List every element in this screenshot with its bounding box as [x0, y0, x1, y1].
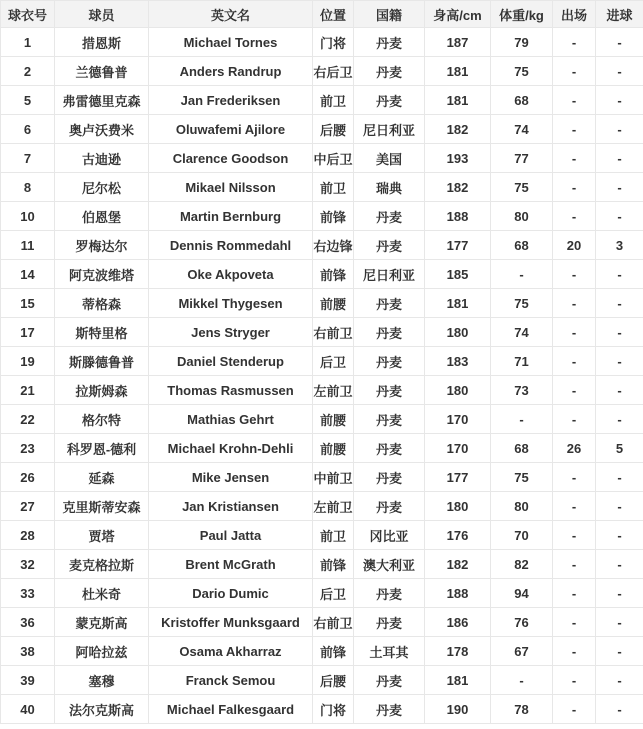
cell-player-name-cn: 克里斯蒂安森 — [55, 492, 149, 521]
cell-weight-kg: 79 — [491, 28, 553, 57]
cell-nationality: 丹麦 — [354, 57, 425, 86]
table-row — [1, 695, 643, 724]
cell-appearances: - — [553, 115, 596, 144]
cell-weight-kg: 75 — [491, 289, 553, 318]
table-row — [1, 376, 643, 405]
cell-player-name-en: Osama Akharraz — [149, 637, 313, 666]
cell-goals: - — [596, 463, 643, 492]
table-row — [1, 521, 643, 550]
cell-player-name-en: Michael Falkesgaard — [149, 695, 313, 724]
cell-weight-kg: 71 — [491, 347, 553, 376]
cell-height-cm: 181 — [425, 86, 491, 115]
cell-weight-kg: 78 — [491, 695, 553, 724]
table-row — [1, 579, 643, 608]
cell-weight-kg: 77 — [491, 144, 553, 173]
cell-weight-kg: - — [491, 666, 553, 695]
cell-height-cm: 181 — [425, 666, 491, 695]
cell-player-name-cn: 阿克波维塔 — [55, 260, 149, 289]
cell-position: 前锋 — [313, 550, 354, 579]
cell-player-name-en: Oke Akpoveta — [149, 260, 313, 289]
cell-weight-kg: 75 — [491, 463, 553, 492]
cell-jersey-number: 36 — [1, 608, 55, 637]
cell-player-name-cn: 弗雷德里克森 — [55, 86, 149, 115]
cell-nationality: 澳大利亚 — [354, 550, 425, 579]
table-row — [1, 550, 643, 579]
cell-goals: - — [596, 550, 643, 579]
cell-player-name-en: Mike Jensen — [149, 463, 313, 492]
table-row — [1, 86, 643, 115]
cell-height-cm: 193 — [425, 144, 491, 173]
cell-position: 右前卫 — [313, 608, 354, 637]
cell-height-cm: 188 — [425, 579, 491, 608]
cell-nationality: 丹麦 — [354, 231, 425, 260]
cell-weight-kg: 68 — [491, 434, 553, 463]
cell-player-name-cn: 贾塔 — [55, 521, 149, 550]
cell-position: 左前卫 — [313, 376, 354, 405]
table-row — [1, 231, 643, 260]
cell-appearances: - — [553, 492, 596, 521]
cell-goals: - — [596, 144, 643, 173]
cell-nationality: 丹麦 — [354, 289, 425, 318]
cell-nationality: 尼日利亚 — [354, 115, 425, 144]
cell-player-name-en: Mikkel Thygesen — [149, 289, 313, 318]
cell-player-name-en: Oluwafemi Ajilore — [149, 115, 313, 144]
cell-jersey-number: 39 — [1, 666, 55, 695]
cell-jersey-number: 21 — [1, 376, 55, 405]
cell-goals: - — [596, 318, 643, 347]
cell-player-name-en: Daniel Stenderup — [149, 347, 313, 376]
cell-player-name-en: Thomas Rasmussen — [149, 376, 313, 405]
cell-nationality: 丹麦 — [354, 492, 425, 521]
cell-nationality: 丹麦 — [354, 695, 425, 724]
cell-player-name-en: Mikael Nilsson — [149, 173, 313, 202]
cell-player-name-cn: 格尔特 — [55, 405, 149, 434]
cell-jersey-number: 26 — [1, 463, 55, 492]
cell-player-name-en: Brent McGrath — [149, 550, 313, 579]
cell-appearances: - — [553, 521, 596, 550]
cell-player-name-cn: 拉斯姆森 — [55, 376, 149, 405]
cell-jersey-number: 33 — [1, 579, 55, 608]
cell-goals: - — [596, 695, 643, 724]
cell-height-cm: 178 — [425, 637, 491, 666]
cell-nationality: 丹麦 — [354, 434, 425, 463]
cell-goals: - — [596, 28, 643, 57]
cell-nationality: 土耳其 — [354, 637, 425, 666]
table-row — [1, 637, 643, 666]
cell-appearances: 20 — [553, 231, 596, 260]
cell-appearances: - — [553, 405, 596, 434]
table-body — [1, 28, 643, 724]
cell-player-name-en: Dennis Rommedahl — [149, 231, 313, 260]
cell-appearances: - — [553, 289, 596, 318]
cell-jersey-number: 6 — [1, 115, 55, 144]
header-cell-nationality: 国籍 — [354, 1, 425, 28]
cell-goals: 5 — [596, 434, 643, 463]
cell-appearances: - — [553, 463, 596, 492]
cell-goals: - — [596, 666, 643, 695]
cell-position: 前锋 — [313, 260, 354, 289]
cell-nationality: 丹麦 — [354, 202, 425, 231]
cell-player-name-en: Paul Jatta — [149, 521, 313, 550]
cell-position: 右后卫 — [313, 57, 354, 86]
table-row — [1, 202, 643, 231]
cell-nationality: 丹麦 — [354, 579, 425, 608]
cell-height-cm: 182 — [425, 173, 491, 202]
cell-appearances: - — [553, 86, 596, 115]
cell-weight-kg: 68 — [491, 86, 553, 115]
header-cell-player-name-en: 英文名 — [149, 1, 313, 28]
cell-player-name-en: Michael Krohn-Dehli — [149, 434, 313, 463]
cell-position: 右边锋 — [313, 231, 354, 260]
cell-jersey-number: 19 — [1, 347, 55, 376]
table-row — [1, 115, 643, 144]
cell-goals: - — [596, 115, 643, 144]
table-header — [1, 1, 643, 28]
cell-height-cm: 170 — [425, 405, 491, 434]
cell-player-name-cn: 兰德鲁普 — [55, 57, 149, 86]
cell-player-name-en: Kristoffer Munksgaard — [149, 608, 313, 637]
cell-player-name-en: Michael Tornes — [149, 28, 313, 57]
cell-jersey-number: 10 — [1, 202, 55, 231]
cell-weight-kg: 80 — [491, 202, 553, 231]
cell-position: 中前卫 — [313, 463, 354, 492]
cell-player-name-en: Mathias Gehrt — [149, 405, 313, 434]
cell-goals: - — [596, 579, 643, 608]
cell-player-name-cn: 塞穆 — [55, 666, 149, 695]
cell-nationality: 冈比亚 — [354, 521, 425, 550]
cell-jersey-number: 15 — [1, 289, 55, 318]
cell-appearances: 26 — [553, 434, 596, 463]
cell-player-name-cn: 科罗恩-德利 — [55, 434, 149, 463]
cell-position: 前腰 — [313, 405, 354, 434]
table-row — [1, 144, 643, 173]
cell-nationality: 丹麦 — [354, 666, 425, 695]
cell-height-cm: 170 — [425, 434, 491, 463]
cell-jersey-number: 17 — [1, 318, 55, 347]
table-row — [1, 173, 643, 202]
cell-goals: - — [596, 637, 643, 666]
cell-weight-kg: 74 — [491, 318, 553, 347]
cell-player-name-cn: 延森 — [55, 463, 149, 492]
cell-goals: 3 — [596, 231, 643, 260]
cell-goals: - — [596, 376, 643, 405]
cell-weight-kg: - — [491, 405, 553, 434]
cell-height-cm: 190 — [425, 695, 491, 724]
cell-jersey-number: 22 — [1, 405, 55, 434]
cell-player-name-en: Jan Frederiksen — [149, 86, 313, 115]
cell-player-name-en: Martin Bernburg — [149, 202, 313, 231]
cell-height-cm: 176 — [425, 521, 491, 550]
cell-player-name-cn: 阿哈拉兹 — [55, 637, 149, 666]
cell-nationality: 丹麦 — [354, 405, 425, 434]
cell-weight-kg: 73 — [491, 376, 553, 405]
cell-weight-kg: 74 — [491, 115, 553, 144]
cell-appearances: - — [553, 28, 596, 57]
cell-jersey-number: 38 — [1, 637, 55, 666]
cell-jersey-number: 2 — [1, 57, 55, 86]
cell-weight-kg: 75 — [491, 57, 553, 86]
cell-weight-kg: 80 — [491, 492, 553, 521]
cell-jersey-number: 27 — [1, 492, 55, 521]
cell-player-name-en: Franck Semou — [149, 666, 313, 695]
cell-nationality: 尼日利亚 — [354, 260, 425, 289]
cell-position: 门将 — [313, 695, 354, 724]
cell-goals: - — [596, 492, 643, 521]
cell-height-cm: 180 — [425, 318, 491, 347]
cell-appearances: - — [553, 57, 596, 86]
cell-nationality: 瑞典 — [354, 173, 425, 202]
table-row — [1, 318, 643, 347]
cell-player-name-cn: 尼尔松 — [55, 173, 149, 202]
cell-player-name-cn: 措恩斯 — [55, 28, 149, 57]
cell-jersey-number: 8 — [1, 173, 55, 202]
cell-position: 左前卫 — [313, 492, 354, 521]
cell-jersey-number: 28 — [1, 521, 55, 550]
cell-weight-kg: 68 — [491, 231, 553, 260]
cell-player-name-en: Jens Stryger — [149, 318, 313, 347]
table-row — [1, 260, 643, 289]
header-cell-goals: 进球 — [596, 1, 643, 28]
cell-appearances: - — [553, 608, 596, 637]
cell-position: 后卫 — [313, 579, 354, 608]
cell-goals: - — [596, 521, 643, 550]
cell-player-name-cn: 杜米奇 — [55, 579, 149, 608]
cell-nationality: 丹麦 — [354, 86, 425, 115]
table-row — [1, 463, 643, 492]
cell-player-name-en: Anders Randrup — [149, 57, 313, 86]
cell-height-cm: 185 — [425, 260, 491, 289]
cell-height-cm: 177 — [425, 463, 491, 492]
cell-position: 前锋 — [313, 202, 354, 231]
table-row — [1, 347, 643, 376]
table-row — [1, 608, 643, 637]
cell-weight-kg: 70 — [491, 521, 553, 550]
cell-height-cm: 183 — [425, 347, 491, 376]
cell-appearances: - — [553, 550, 596, 579]
table-row — [1, 492, 643, 521]
header-row — [1, 1, 643, 28]
cell-position: 前卫 — [313, 521, 354, 550]
cell-player-name-cn: 蒙克斯高 — [55, 608, 149, 637]
cell-height-cm: 187 — [425, 28, 491, 57]
cell-position: 前腰 — [313, 289, 354, 318]
cell-player-name-cn: 蒂格森 — [55, 289, 149, 318]
cell-weight-kg: 82 — [491, 550, 553, 579]
cell-appearances: - — [553, 144, 596, 173]
cell-appearances: - — [553, 173, 596, 202]
cell-player-name-en: Dario Dumic — [149, 579, 313, 608]
header-cell-player-name-cn: 球员 — [55, 1, 149, 28]
table-row — [1, 57, 643, 86]
cell-weight-kg: 94 — [491, 579, 553, 608]
cell-height-cm: 188 — [425, 202, 491, 231]
cell-weight-kg: - — [491, 260, 553, 289]
table-row — [1, 405, 643, 434]
cell-goals: - — [596, 608, 643, 637]
cell-height-cm: 181 — [425, 289, 491, 318]
cell-goals: - — [596, 202, 643, 231]
cell-jersey-number: 40 — [1, 695, 55, 724]
header-cell-appearances: 出场 — [553, 1, 596, 28]
cell-height-cm: 180 — [425, 376, 491, 405]
cell-jersey-number: 32 — [1, 550, 55, 579]
table-row — [1, 28, 643, 57]
cell-height-cm: 177 — [425, 231, 491, 260]
header-cell-height-cm: 身高/cm — [425, 1, 491, 28]
header-cell-jersey-number: 球衣号 — [1, 1, 55, 28]
cell-player-name-cn: 奥卢沃费米 — [55, 115, 149, 144]
header-cell-weight-kg: 体重/kg — [491, 1, 553, 28]
cell-jersey-number: 23 — [1, 434, 55, 463]
cell-player-name-cn: 斯滕德鲁普 — [55, 347, 149, 376]
cell-goals: - — [596, 347, 643, 376]
cell-position: 后腰 — [313, 666, 354, 695]
cell-nationality: 丹麦 — [354, 347, 425, 376]
cell-player-name-cn: 法尔克斯高 — [55, 695, 149, 724]
cell-player-name-en: Jan Kristiansen — [149, 492, 313, 521]
cell-player-name-cn: 罗梅达尔 — [55, 231, 149, 260]
cell-appearances: - — [553, 347, 596, 376]
cell-appearances: - — [553, 637, 596, 666]
header-cell-position: 位置 — [313, 1, 354, 28]
cell-goals: - — [596, 260, 643, 289]
cell-nationality: 丹麦 — [354, 608, 425, 637]
cell-position: 后卫 — [313, 347, 354, 376]
cell-nationality: 美国 — [354, 144, 425, 173]
cell-weight-kg: 75 — [491, 173, 553, 202]
cell-jersey-number: 7 — [1, 144, 55, 173]
cell-player-name-cn: 古迪逊 — [55, 144, 149, 173]
cell-nationality: 丹麦 — [354, 463, 425, 492]
cell-appearances: - — [553, 695, 596, 724]
cell-weight-kg: 76 — [491, 608, 553, 637]
cell-nationality: 丹麦 — [354, 318, 425, 347]
cell-jersey-number: 11 — [1, 231, 55, 260]
cell-player-name-cn: 伯恩堡 — [55, 202, 149, 231]
cell-appearances: - — [553, 376, 596, 405]
cell-appearances: - — [553, 579, 596, 608]
cell-jersey-number: 5 — [1, 86, 55, 115]
cell-height-cm: 180 — [425, 492, 491, 521]
cell-goals: - — [596, 173, 643, 202]
cell-height-cm: 182 — [425, 115, 491, 144]
cell-player-name-en: Clarence Goodson — [149, 144, 313, 173]
cell-position: 右前卫 — [313, 318, 354, 347]
cell-goals: - — [596, 289, 643, 318]
cell-goals: - — [596, 57, 643, 86]
cell-nationality: 丹麦 — [354, 376, 425, 405]
cell-position: 前腰 — [313, 434, 354, 463]
cell-position: 前卫 — [313, 173, 354, 202]
cell-position: 前锋 — [313, 637, 354, 666]
cell-height-cm: 181 — [425, 57, 491, 86]
cell-jersey-number: 1 — [1, 28, 55, 57]
table-row — [1, 666, 643, 695]
cell-goals: - — [596, 405, 643, 434]
cell-appearances: - — [553, 318, 596, 347]
cell-position: 中后卫 — [313, 144, 354, 173]
table-row — [1, 289, 643, 318]
cell-appearances: - — [553, 202, 596, 231]
cell-goals: - — [596, 86, 643, 115]
cell-height-cm: 182 — [425, 550, 491, 579]
cell-position: 门将 — [313, 28, 354, 57]
cell-position: 前卫 — [313, 86, 354, 115]
cell-height-cm: 186 — [425, 608, 491, 637]
cell-appearances: - — [553, 260, 596, 289]
cell-player-name-cn: 麦克格拉斯 — [55, 550, 149, 579]
cell-weight-kg: 67 — [491, 637, 553, 666]
table-row — [1, 434, 643, 463]
cell-position: 后腰 — [313, 115, 354, 144]
cell-appearances: - — [553, 666, 596, 695]
cell-player-name-cn: 斯特里格 — [55, 318, 149, 347]
cell-jersey-number: 14 — [1, 260, 55, 289]
cell-nationality: 丹麦 — [354, 28, 425, 57]
